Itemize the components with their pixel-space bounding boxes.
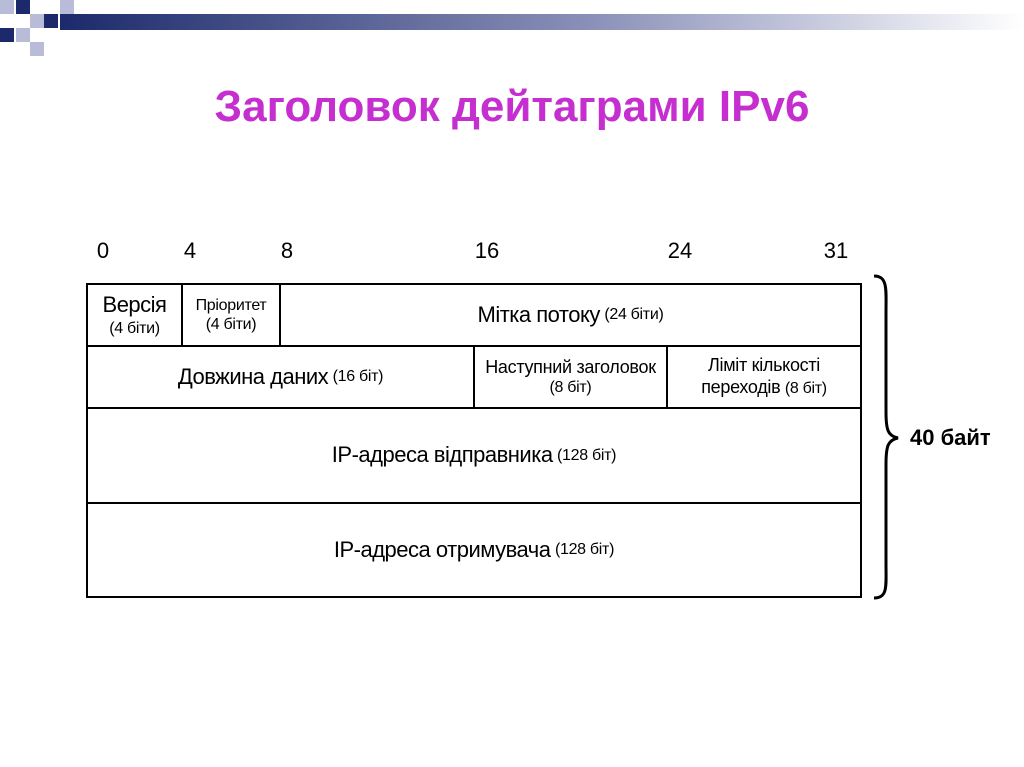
bit-label-24: 24 <box>667 238 693 263</box>
page-title: Заголовок дейтаграми IPv6 <box>214 82 810 131</box>
payload-length-field-name: Довжина даних <box>177 363 329 389</box>
bit-label-4: 4 <box>183 238 197 263</box>
next-header-field <box>473 345 668 409</box>
version-field-name: Версія <box>102 292 167 318</box>
flow-label-field-size: (24 біти) <box>604 306 664 324</box>
flow-label-field <box>279 283 862 347</box>
header-size-label: 40 байт <box>910 425 991 450</box>
next-header-field-name: Наступний заголовок <box>485 356 656 377</box>
bit-label-16: 16 <box>474 238 500 263</box>
version-field-size: (4 біти) <box>109 319 160 337</box>
next-header-field-size: (8 біт) <box>549 379 592 397</box>
payload-length-field-size: (16 біт) <box>332 368 384 386</box>
source-address-field-name: IP-адреса відправника <box>331 442 553 468</box>
destination-address-field-name: IP-адреса отримувача <box>333 536 551 562</box>
version-field <box>86 283 183 347</box>
priority-field-name: Пріоритет <box>195 296 267 314</box>
hop-limit-field <box>666 345 862 409</box>
source-address-field-size: (128 біт) <box>557 446 617 464</box>
bit-label-8: 8 <box>280 238 294 263</box>
priority-field <box>181 283 281 347</box>
payload-length-field <box>86 345 475 409</box>
destination-address-field <box>86 502 862 598</box>
hop-limit-field-name-line1: Ліміт кількості <box>707 355 821 376</box>
hop-limit-field-size: (8 біт) <box>784 380 827 397</box>
destination-address-field-size: (128 біт) <box>554 541 615 559</box>
header-decoration <box>0 0 1024 60</box>
source-address-field <box>86 407 862 504</box>
bit-label-31: 31 <box>823 238 849 263</box>
flow-label-field-name: Мітка потоку <box>477 301 600 327</box>
hop-limit-field-name-line2: переходів <box>701 377 781 397</box>
priority-field-size: (4 біти) <box>205 316 257 333</box>
bit-label-0: 0 <box>96 238 110 263</box>
right-brace-icon <box>868 272 908 602</box>
